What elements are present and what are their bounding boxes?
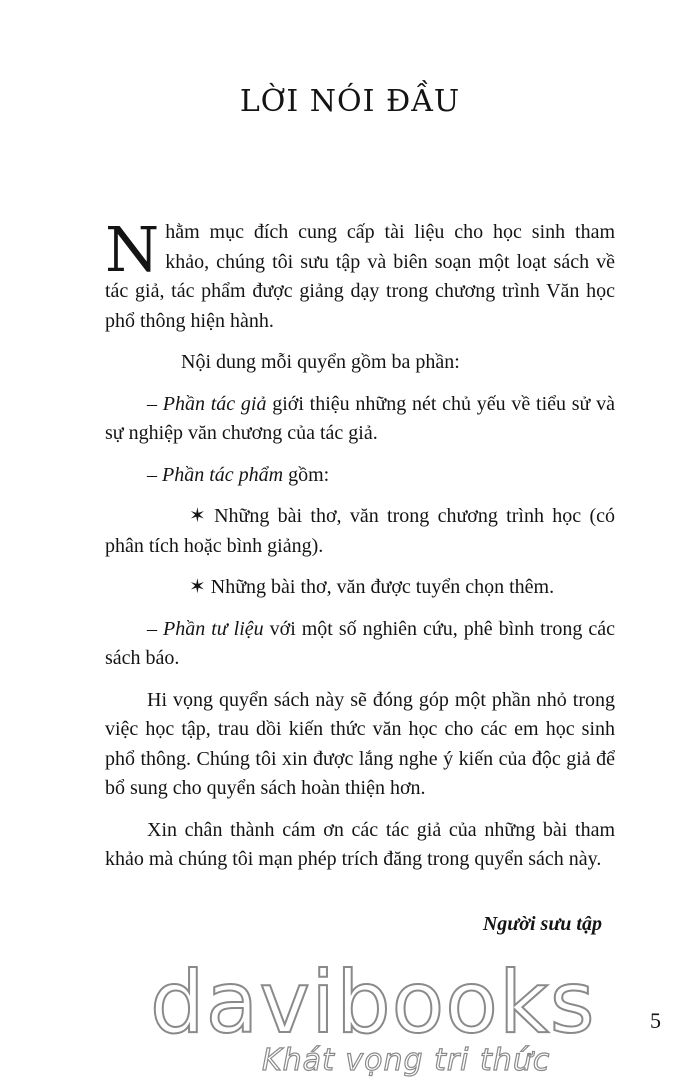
hope-paragraph: Hi vọng quyển sách này sẽ đóng góp một phần nhỏ trong việc học tập, trau dồi kiến thức văn học cho các em học sinh phổ thông. Chúng tôi xin được lắng nghe ý kiến của độc giả để bổ sung cho quyển sách hoàn thiện hơn.: [105, 688, 615, 799]
intro-paragraph: [105, 213, 615, 336]
star-bullet-icon: ✶: [189, 576, 206, 598]
works-bullet-1-text: Những bài thơ, văn trong chương trình học (có phân tích hoặc bình giảng).: [105, 505, 615, 557]
part-references-text: với một số nghiên cứu, phê bình trong các sách báo.: [105, 617, 615, 669]
watermark-brand: davibooks: [150, 953, 596, 1053]
part-references: [105, 615, 615, 674]
contents-intro: Nội dung mỗi quyển gồm ba phần:: [181, 351, 460, 373]
body-text: [105, 213, 615, 887]
signature: Người sưu tập: [482, 913, 602, 935]
part-works: [105, 461, 615, 491]
part-author-text: giới thiệu những nét chủ yếu về tiểu sử và sự nghiệp văn chương của tác giả.: [105, 392, 615, 444]
watermark-slogan: Khát vọng tri thức: [262, 1043, 551, 1078]
part-author-label: – Phần tác giả: [147, 392, 267, 415]
page-number: 5: [650, 1008, 661, 1033]
works-bullet-2-text: Những bài thơ, văn được tuyển chọn thêm.: [205, 576, 555, 598]
part-works-text: gồm:: [283, 463, 330, 486]
part-references-label: – Phần tư liệu: [147, 617, 264, 640]
part-works-label: – Phần tác phẩm: [147, 463, 284, 486]
works-bullet-1: [105, 502, 615, 561]
thanks-paragraph: Xin chân thành cám ơn các tác giả của những bài tham khảo mà chúng tôi mạn phép trích đăng trong quyển sách này.: [105, 818, 615, 870]
intro-text: hằm mục đích cung cấp tài liệu cho học sinh tham khảo, chúng tôi sưu tập và biên soạn một loạt sách về tác giả, tác phẩm được giảng dạy trong chương trình Văn học phổ thông hiện hành.: [105, 221, 615, 332]
drop-cap: N: [105, 213, 160, 286]
page-title: LỜI NÓI ĐẦU: [239, 84, 461, 119]
works-bullet-2: [105, 573, 615, 603]
part-author: [105, 390, 615, 449]
star-bullet-icon: ✶: [189, 505, 206, 527]
